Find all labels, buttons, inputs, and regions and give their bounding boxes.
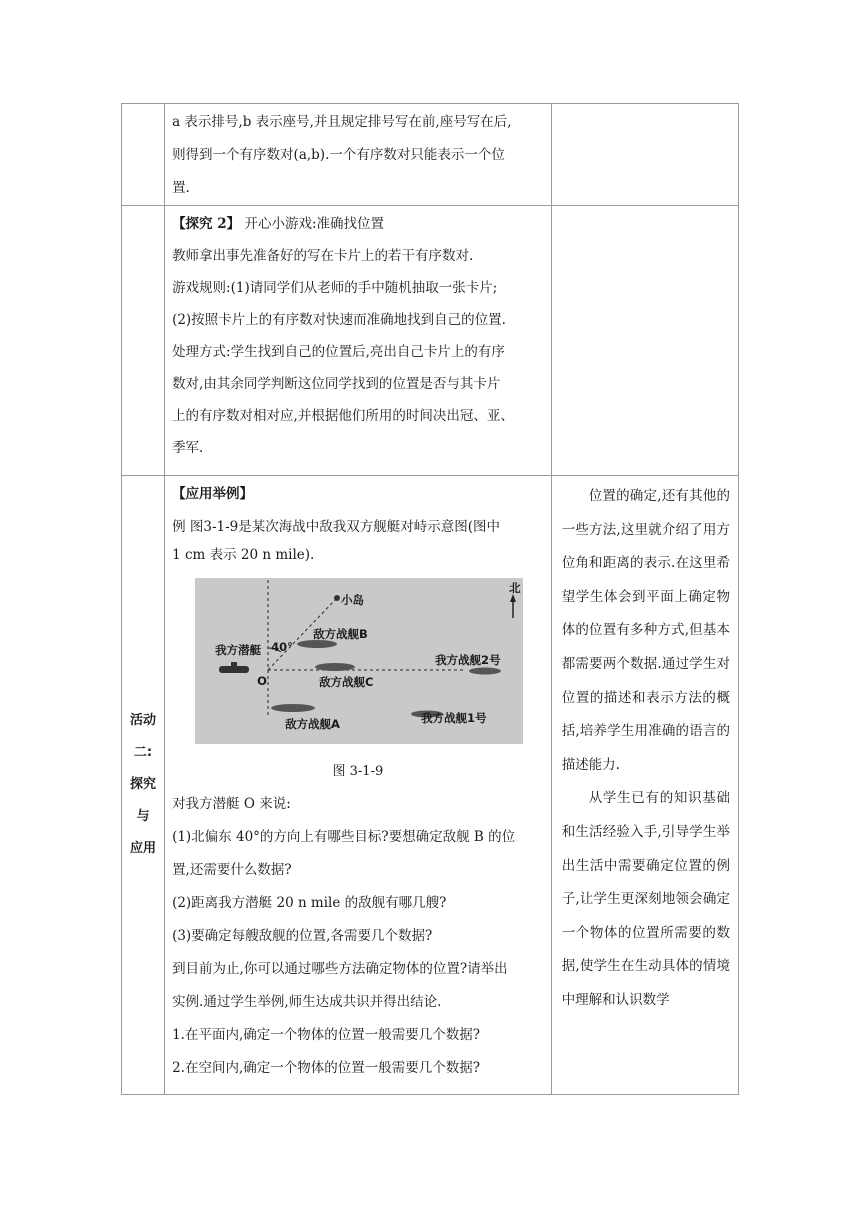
origin-label: O bbox=[257, 674, 267, 688]
explore-heading-title: 开心小游戏:准确找位置 bbox=[240, 216, 384, 232]
text-line: 则得到一个有序数对(a,b).一个有序数对只能表示一个位 bbox=[172, 147, 505, 163]
row-application bbox=[122, 476, 739, 1095]
teaching-notes bbox=[552, 476, 738, 1018]
text-line: (3)要确定每艘敌舰的位置,各需要几个数据? bbox=[172, 928, 433, 944]
text-line: (2)按照卡片上的有序数对快速而准确地找到自己的位置. bbox=[172, 312, 506, 328]
text-line: (1)北偏东 40°的方向上有哪些目标?要想确定敌舰 B 的位 bbox=[172, 829, 516, 845]
notes-cell-empty bbox=[551, 206, 738, 476]
content-cell bbox=[165, 206, 552, 476]
north-label: 北 bbox=[509, 581, 521, 595]
activity-cell-empty bbox=[122, 104, 165, 206]
angle-label: 40° bbox=[271, 640, 293, 654]
notes-cell-empty bbox=[551, 104, 738, 206]
text-line: 2.在空间内,确定一个物体的位置一般需要几个数据? bbox=[172, 1060, 480, 1076]
activity-cell-empty bbox=[122, 206, 165, 476]
text-line: 处理方式:学生找到自己的位置后,亮出自己卡片上的有序 bbox=[172, 344, 505, 360]
text-line: a 表示排号,b 表示座号,并且规定排号写在前,座号写在后, bbox=[172, 114, 512, 130]
text-line: 数对,由其余同学判断这位同学找到的位置是否与其卡片 bbox=[172, 376, 501, 392]
content-cell bbox=[165, 104, 552, 206]
explore-heading-label: 【探究 2】 bbox=[172, 216, 241, 232]
our-submarine bbox=[219, 666, 249, 673]
row-ordered-pair bbox=[122, 104, 739, 206]
enemy-c-label: 敌方战舰C bbox=[319, 675, 374, 689]
activity-label-line: 探究 bbox=[130, 777, 157, 792]
activity-label-line: 活动 bbox=[130, 713, 157, 728]
text-line: 1 cm 表示 20 n mile). bbox=[172, 547, 315, 563]
text-line: 游戏规则:(1)请同学们从老师的手中随机抽取一张卡片; bbox=[172, 280, 498, 296]
content-cell bbox=[165, 476, 552, 1095]
enemy-c-ship bbox=[315, 663, 355, 671]
our-ship-1-label: 我方战舰1号 bbox=[421, 711, 487, 725]
text-line: 例 图3-1-9是某次海战中敌我双方舰艇对峙示意图(图中 bbox=[172, 519, 501, 535]
activity-label-line: 二: bbox=[133, 745, 153, 760]
naval-battle-diagram bbox=[195, 578, 523, 744]
enemy-a-ship bbox=[271, 704, 315, 712]
activity-label-line: 应用 bbox=[130, 841, 157, 856]
notes-paragraph: 位置的确定,还有其他的一些方法,这里就介绍了用方位角和距离的表示.在这里希望学生体会到平面上确定物体的位置有多种方式,但基本都需要两个数据.通过学生对位置的描述和表示方法的概括,培养学生用准确的语言的描述能力. bbox=[561, 488, 730, 773]
row-explore-2 bbox=[122, 206, 739, 476]
text-line: 置. bbox=[172, 180, 190, 196]
activity-label-cell bbox=[122, 476, 165, 1095]
our-ship-2 bbox=[469, 668, 501, 675]
text-line: 置,还需要什么数据? bbox=[172, 862, 292, 878]
figure-caption: 图 3-1-9 bbox=[332, 764, 384, 779]
text-line: 1.在平面内,确定一个物体的位置一般需要几个数据? bbox=[172, 1027, 480, 1043]
text-line: (2)距离我方潜艇 20 n mile 的敌舰有哪几艘? bbox=[172, 895, 447, 911]
enemy-a-label: 敌方战舰A bbox=[285, 717, 340, 731]
application-heading: 【应用举例】 bbox=[172, 486, 254, 502]
lesson-plan-table bbox=[121, 103, 739, 1095]
notes-cell bbox=[551, 476, 738, 1095]
activity-label-line: 与 bbox=[136, 809, 150, 824]
text-line: 对我方潜艇 O 来说: bbox=[172, 796, 291, 812]
submarine-tower bbox=[231, 662, 237, 667]
text-line: 到目前为止,你可以通过哪些方法确定物体的位置?请举出 bbox=[172, 961, 508, 977]
text-line: 教师拿出事先准备好的写在卡片上的若干有序数对. bbox=[172, 248, 474, 264]
island-dot bbox=[334, 595, 340, 601]
notes-paragraph: 从学生已有的知识基础和生活经验入手,引导学生举出生活中需要确定位置的例子,让学生更深刻地领会确定一个物体的位置所需要的数据,使学生在生动具体的情境中理解和认识数学 bbox=[561, 790, 730, 1008]
text-line: 实例.通过学生举例,师生达成共识并得出结论. bbox=[172, 994, 442, 1010]
our-ship-2-label: 我方战舰2号 bbox=[435, 653, 501, 667]
our-submarine-label: 我方潜艇 bbox=[215, 643, 262, 657]
explore-heading bbox=[165, 208, 551, 240]
text-line: 季军. bbox=[172, 440, 204, 456]
island-label: 小岛 bbox=[341, 593, 365, 607]
enemy-b-label: 敌方战舰B bbox=[313, 627, 368, 641]
text-line: 上的有序数对相对应,并根据他们所用的时间决出冠、亚、 bbox=[172, 408, 514, 424]
